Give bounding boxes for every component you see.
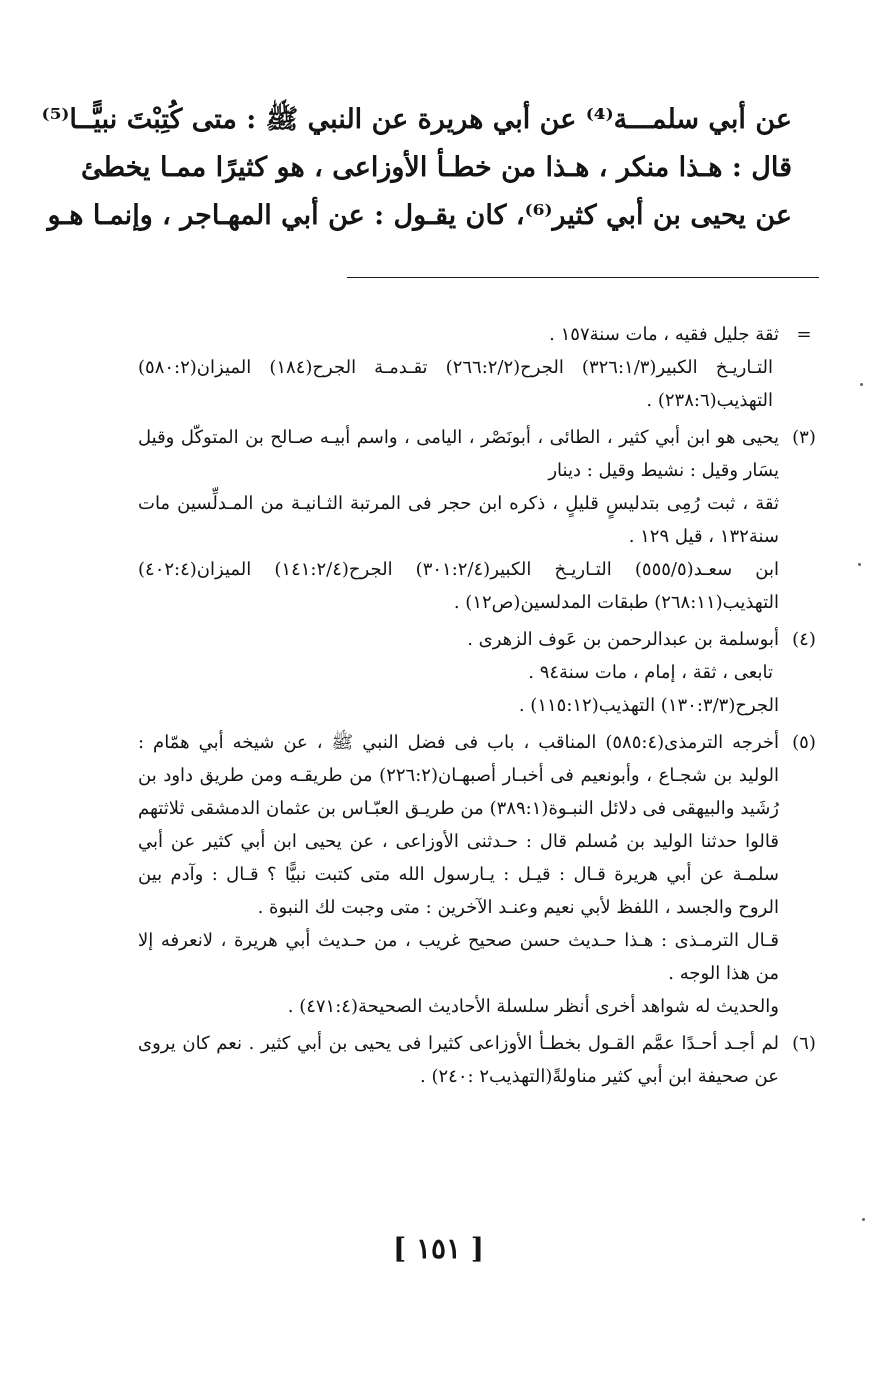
footnote-paragraph: أخرجه الترمذى(٥٨٥:٤) المناقب ، باب فى فضل النبي ﷺ ، عن شيخه أبي همّام : الوليد بن شجـاع ، وأبونعيم فى أخبـار أصبهـان(٢٢٦:٢) من طريقـه ومن طريق داود بن رُشَيد والبيهقى فى دلائل النبـوة(٣٨٩:١) من طريـق العبّـاس بن عثمان الدمشقى ثلاثتهم قالوا حدثنا الوليد بن مُسلم قال : حـدثنى الأوزاعى ، عن يحيى ابن أبي كثير عن أبي سلمـة عن أبي هريرة قـال : قيـل : يـارسول الله متى كتبت نبيًّا ؟ قـال : وآدم بين الروح والجسد ، اللفظ لأبي نعيم وعنـد الآخرين : متى وجبت لك النبوة . [138, 732, 779, 918]
footnote-number: (٦) [792, 1033, 816, 1054]
footnote-paragraph: الجرح(١٣٠:٣/٣) التهذيب(١١٥:١٢) . [518, 695, 779, 716]
footnote-paragraph: ثقة جليل فقيه ، مات سنة١٥٧ . [549, 324, 779, 345]
footnote-4 [138, 623, 821, 722]
main-text-line: عن أبي سلمـــة⁽⁴⁾ عن أبي هريرة عن النبي ﷺ : متى كُتِبْتَ نبيًّــا⁽⁵⁾ [41, 104, 792, 135]
page-number: [ ١٥١ ] [392, 1232, 485, 1265]
footnote-number: (٤) [792, 629, 816, 650]
footnote-number: (٥) [792, 732, 816, 753]
footnote-6 [138, 1027, 821, 1093]
footnote-paragraph: التـاريـخ الكبير(٣٢٦:١/٣) الجرح(٢٦٦:٢/٢) تقـدمـة الجرح(١٨٤) الميزان(٥٨٠:٢) التهذيب(٢٣٨:٦) . [138, 357, 774, 411]
scan-speck [860, 383, 863, 386]
footnote-continuation [138, 318, 821, 417]
footnote-separator [347, 277, 819, 278]
main-text-line: عن يحيى بن أبي كثير⁽⁶⁾، كان يقـول : عن أبي المهـاجر ، وإنمـا هـو [47, 200, 792, 231]
footnote-paragraph: يحيى هو ابن أبي كثير ، الطائى ، أبونَصْر ، اليامى ، واسم أبيـه صـالح بن المتوكّل وقيل يسَار وقيل : نشيط وقيل : دينار [138, 427, 779, 481]
footnote-number: = [796, 324, 812, 345]
footnote-paragraph: ثقة ، ثبت رُمِى بتدليسٍ قليلٍ ، ذكره ابن حجر فى المرتبة الثـانيـة من المـدلِّسين مات سنة١٣٢ ، قيل ١٢٩ . [138, 493, 779, 547]
main-text [41, 96, 792, 240]
footnote-paragraph: أبوسلمة بن عبدالرحمن بن عَوف الزهرى . [467, 629, 779, 650]
footnotes [138, 318, 821, 1097]
footnote-3 [138, 421, 821, 619]
footnote-paragraph: والحديث له شواهد أخرى أنظر سلسلة الأحاديث الصحيحة(٤٧١:٤) . [287, 996, 779, 1017]
footnote-paragraph: قـال الترمـذى : هـذا حـديث حسن صحيح غريب ، من حـديث أبي هريرة ، لانعرفه إلا من هذا الوجه . [138, 930, 779, 984]
main-text-line: قال : هـذا منكر ، هـذا من خطـأ الأوزاعى ، هو كثيرًا ممـا يخطئ [80, 152, 792, 183]
scan-speck [862, 1218, 865, 1221]
footnote-paragraph: لم أجـد أحـدًا عمَّم القـول بخطـأ الأوزاعى كثيرا فى يحيى بن أبي كثير . نعم كان يروى عن صحيفة ابن أبي كثير مناولةً(التهذيب٢ :٢٤٠) . [138, 1033, 779, 1087]
scan-speck [858, 563, 861, 566]
footnote-number: (٣) [792, 427, 816, 448]
footnote-paragraph: تابعى ، ثقة ، إمام ، مات سنة٩٤ . [528, 662, 773, 683]
footnote-paragraph: ابن سعـد(٥٥٥/٥) التـاريـخ الكبير(٣٠١:٢/٤) الجرح(١٤١:٢/٤) الميزان(٤٠٢:٤) التهذيب(٢٦٨:١١) طبقات المدلسين(ص١٢) . [138, 559, 780, 613]
footnote-5 [138, 726, 821, 1023]
